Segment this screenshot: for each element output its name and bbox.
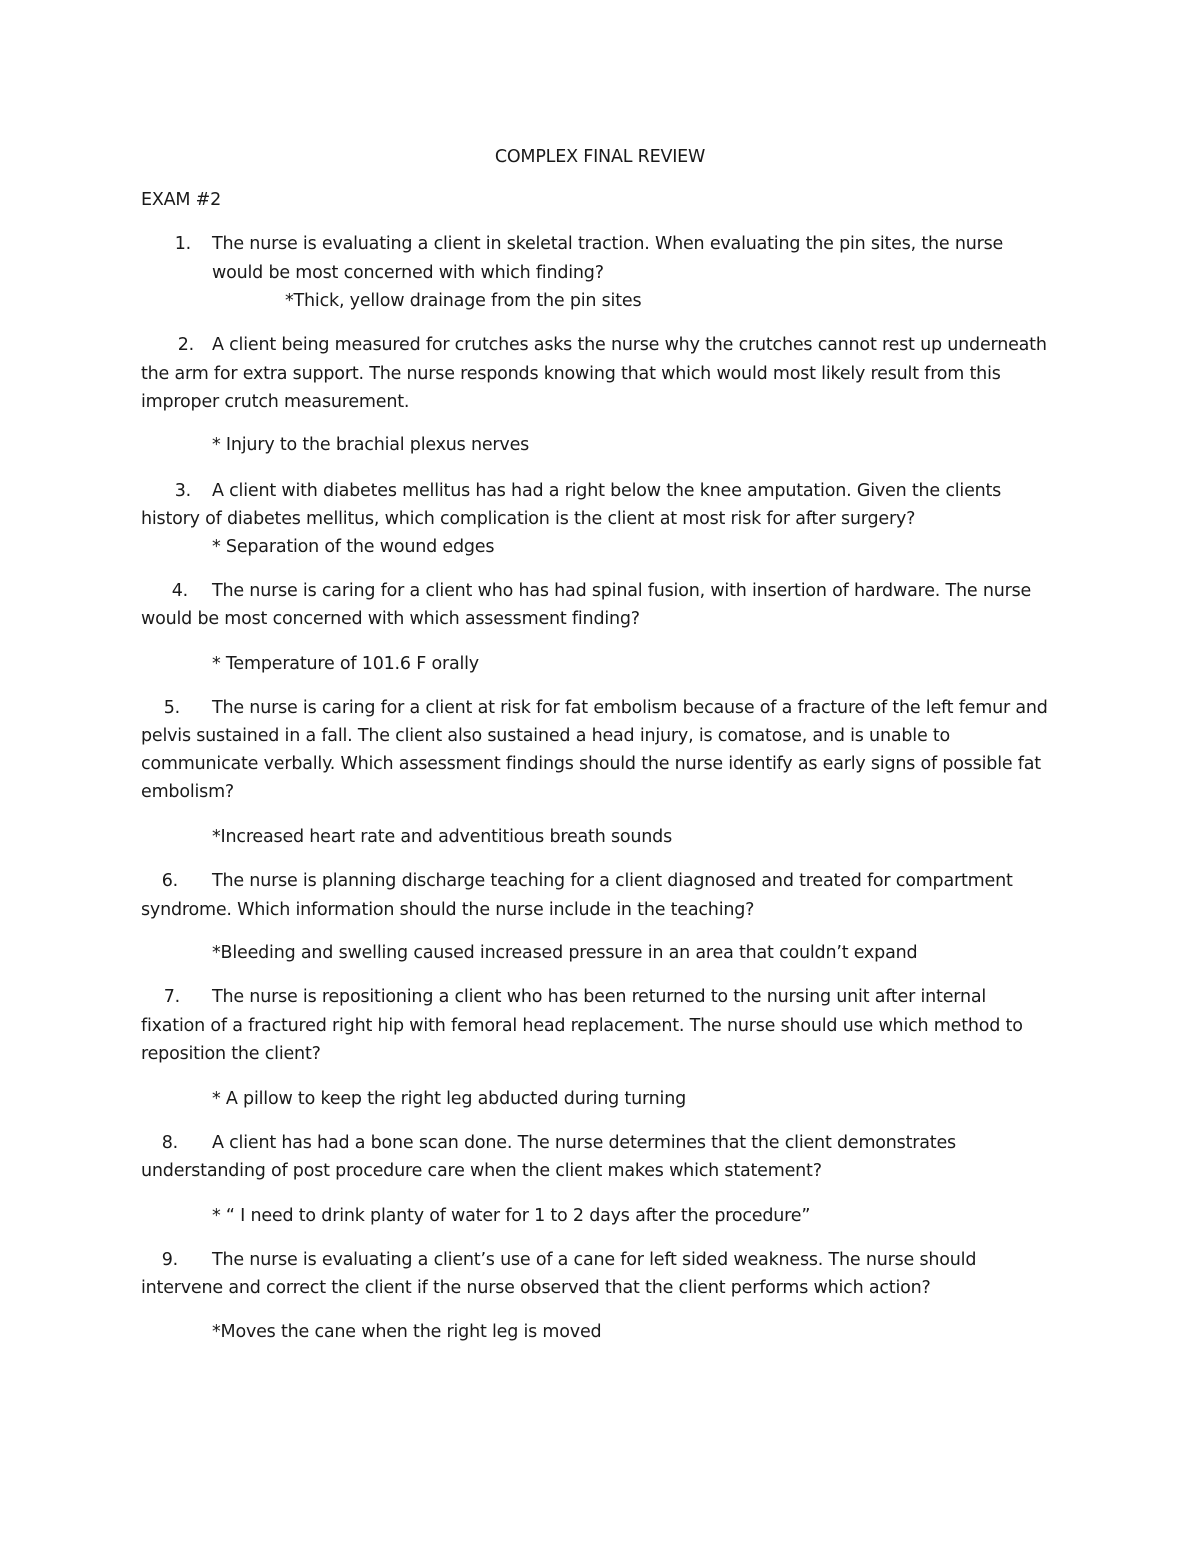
question-6-number: 6.: [161, 871, 178, 891]
question-1-text-line-2: would be most concerned with which finding?: [212, 263, 604, 283]
document-title: COMPLEX FINAL REVIEW: [494, 147, 706, 167]
question-8-text-line-2: understanding of post procedure care when the client makes which statement?: [141, 1161, 822, 1181]
question-5-text-line-1: The nurse is caring for a client at risk for fat embolism because of a fracture of the left femur and: [212, 698, 1048, 718]
question-5-text-line-2: pelvis sustained in a fall. The client also sustained a head injury, is comatose, and is unable to: [141, 726, 951, 746]
question-3-text-line-2: history of diabetes mellitus, which complication is the client at most risk for after surgery?: [141, 509, 916, 529]
question-2-text-line-3: improper crutch measurement.: [141, 392, 410, 412]
question-2-text-line-1: A client being measured for crutches asks the nurse why the crutches cannot rest up underneath: [212, 335, 1047, 355]
question-2-number: 2.: [177, 335, 194, 355]
question-8-text-line-1: A client has had a bone scan done. The nurse determines that the client demonstrates: [212, 1133, 956, 1153]
question-7-number: 7.: [163, 987, 180, 1007]
question-2-text-line-2: the arm for extra support. The nurse responds knowing that which would most likely result from this: [141, 364, 1001, 384]
question-5-answer: *Increased heart rate and adventitious breath sounds: [212, 827, 673, 847]
question-1-answer: *Thick, yellow drainage from the pin sites: [285, 291, 642, 311]
question-6-text-line-1: The nurse is planning discharge teaching for a client diagnosed and treated for compartment: [212, 871, 1013, 891]
exam-label: EXAM #2: [141, 190, 222, 210]
question-4-answer: * Temperature of 101.6 F orally: [212, 654, 479, 674]
question-7-text-line-1: The nurse is repositioning a client who has been returned to the nursing unit after internal: [212, 987, 987, 1007]
question-1-number: 1.: [174, 234, 191, 254]
question-3-text-line-1: A client with diabetes mellitus has had a right below the knee amputation. Given the clients: [212, 481, 1002, 501]
question-7-answer: * A pillow to keep the right leg abducted during turning: [212, 1089, 686, 1109]
question-9-answer: *Moves the cane when the right leg is moved: [212, 1322, 602, 1342]
question-9-number: 9.: [161, 1250, 178, 1270]
question-8-number: 8.: [161, 1133, 178, 1153]
question-4-text-line-2: would be most concerned with which assessment finding?: [141, 609, 640, 629]
question-5-text-line-3: communicate verbally. Which assessment findings should the nurse identify as early signs of possible fat: [141, 754, 1041, 774]
question-5-number: 5.: [163, 698, 180, 718]
question-5-text-line-4: embolism?: [141, 782, 235, 802]
question-6-answer: *Bleeding and swelling caused increased pressure in an area that couldn’t expand: [212, 943, 918, 963]
question-9-text-line-1: The nurse is evaluating a client’s use of a cane for left sided weakness. The nurse should: [212, 1250, 977, 1270]
question-4-text-line-1: The nurse is caring for a client who has had spinal fusion, with insertion of hardware. The nurse: [212, 581, 1032, 601]
question-4-number: 4.: [171, 581, 188, 601]
question-3-answer: * Separation of the wound edges: [212, 537, 495, 557]
question-9-text-line-2: intervene and correct the client if the nurse observed that the client performs which action?: [141, 1278, 931, 1298]
question-7-text-line-2: fixation of a fractured right hip with femoral head replacement. The nurse should use which method to: [141, 1016, 1023, 1036]
question-6-text-line-2: syndrome. Which information should the nurse include in the teaching?: [141, 900, 755, 920]
question-8-answer: * “ I need to drink planty of water for 1 to 2 days after the procedure”: [212, 1206, 811, 1226]
question-1-text-line-1: The nurse is evaluating a client in skeletal traction. When evaluating the pin sites, the nurse: [212, 234, 1004, 254]
question-7-text-line-3: reposition the client?: [141, 1044, 321, 1064]
question-3-number: 3.: [174, 481, 191, 501]
question-2-answer: * Injury to the brachial plexus nerves: [212, 435, 530, 455]
